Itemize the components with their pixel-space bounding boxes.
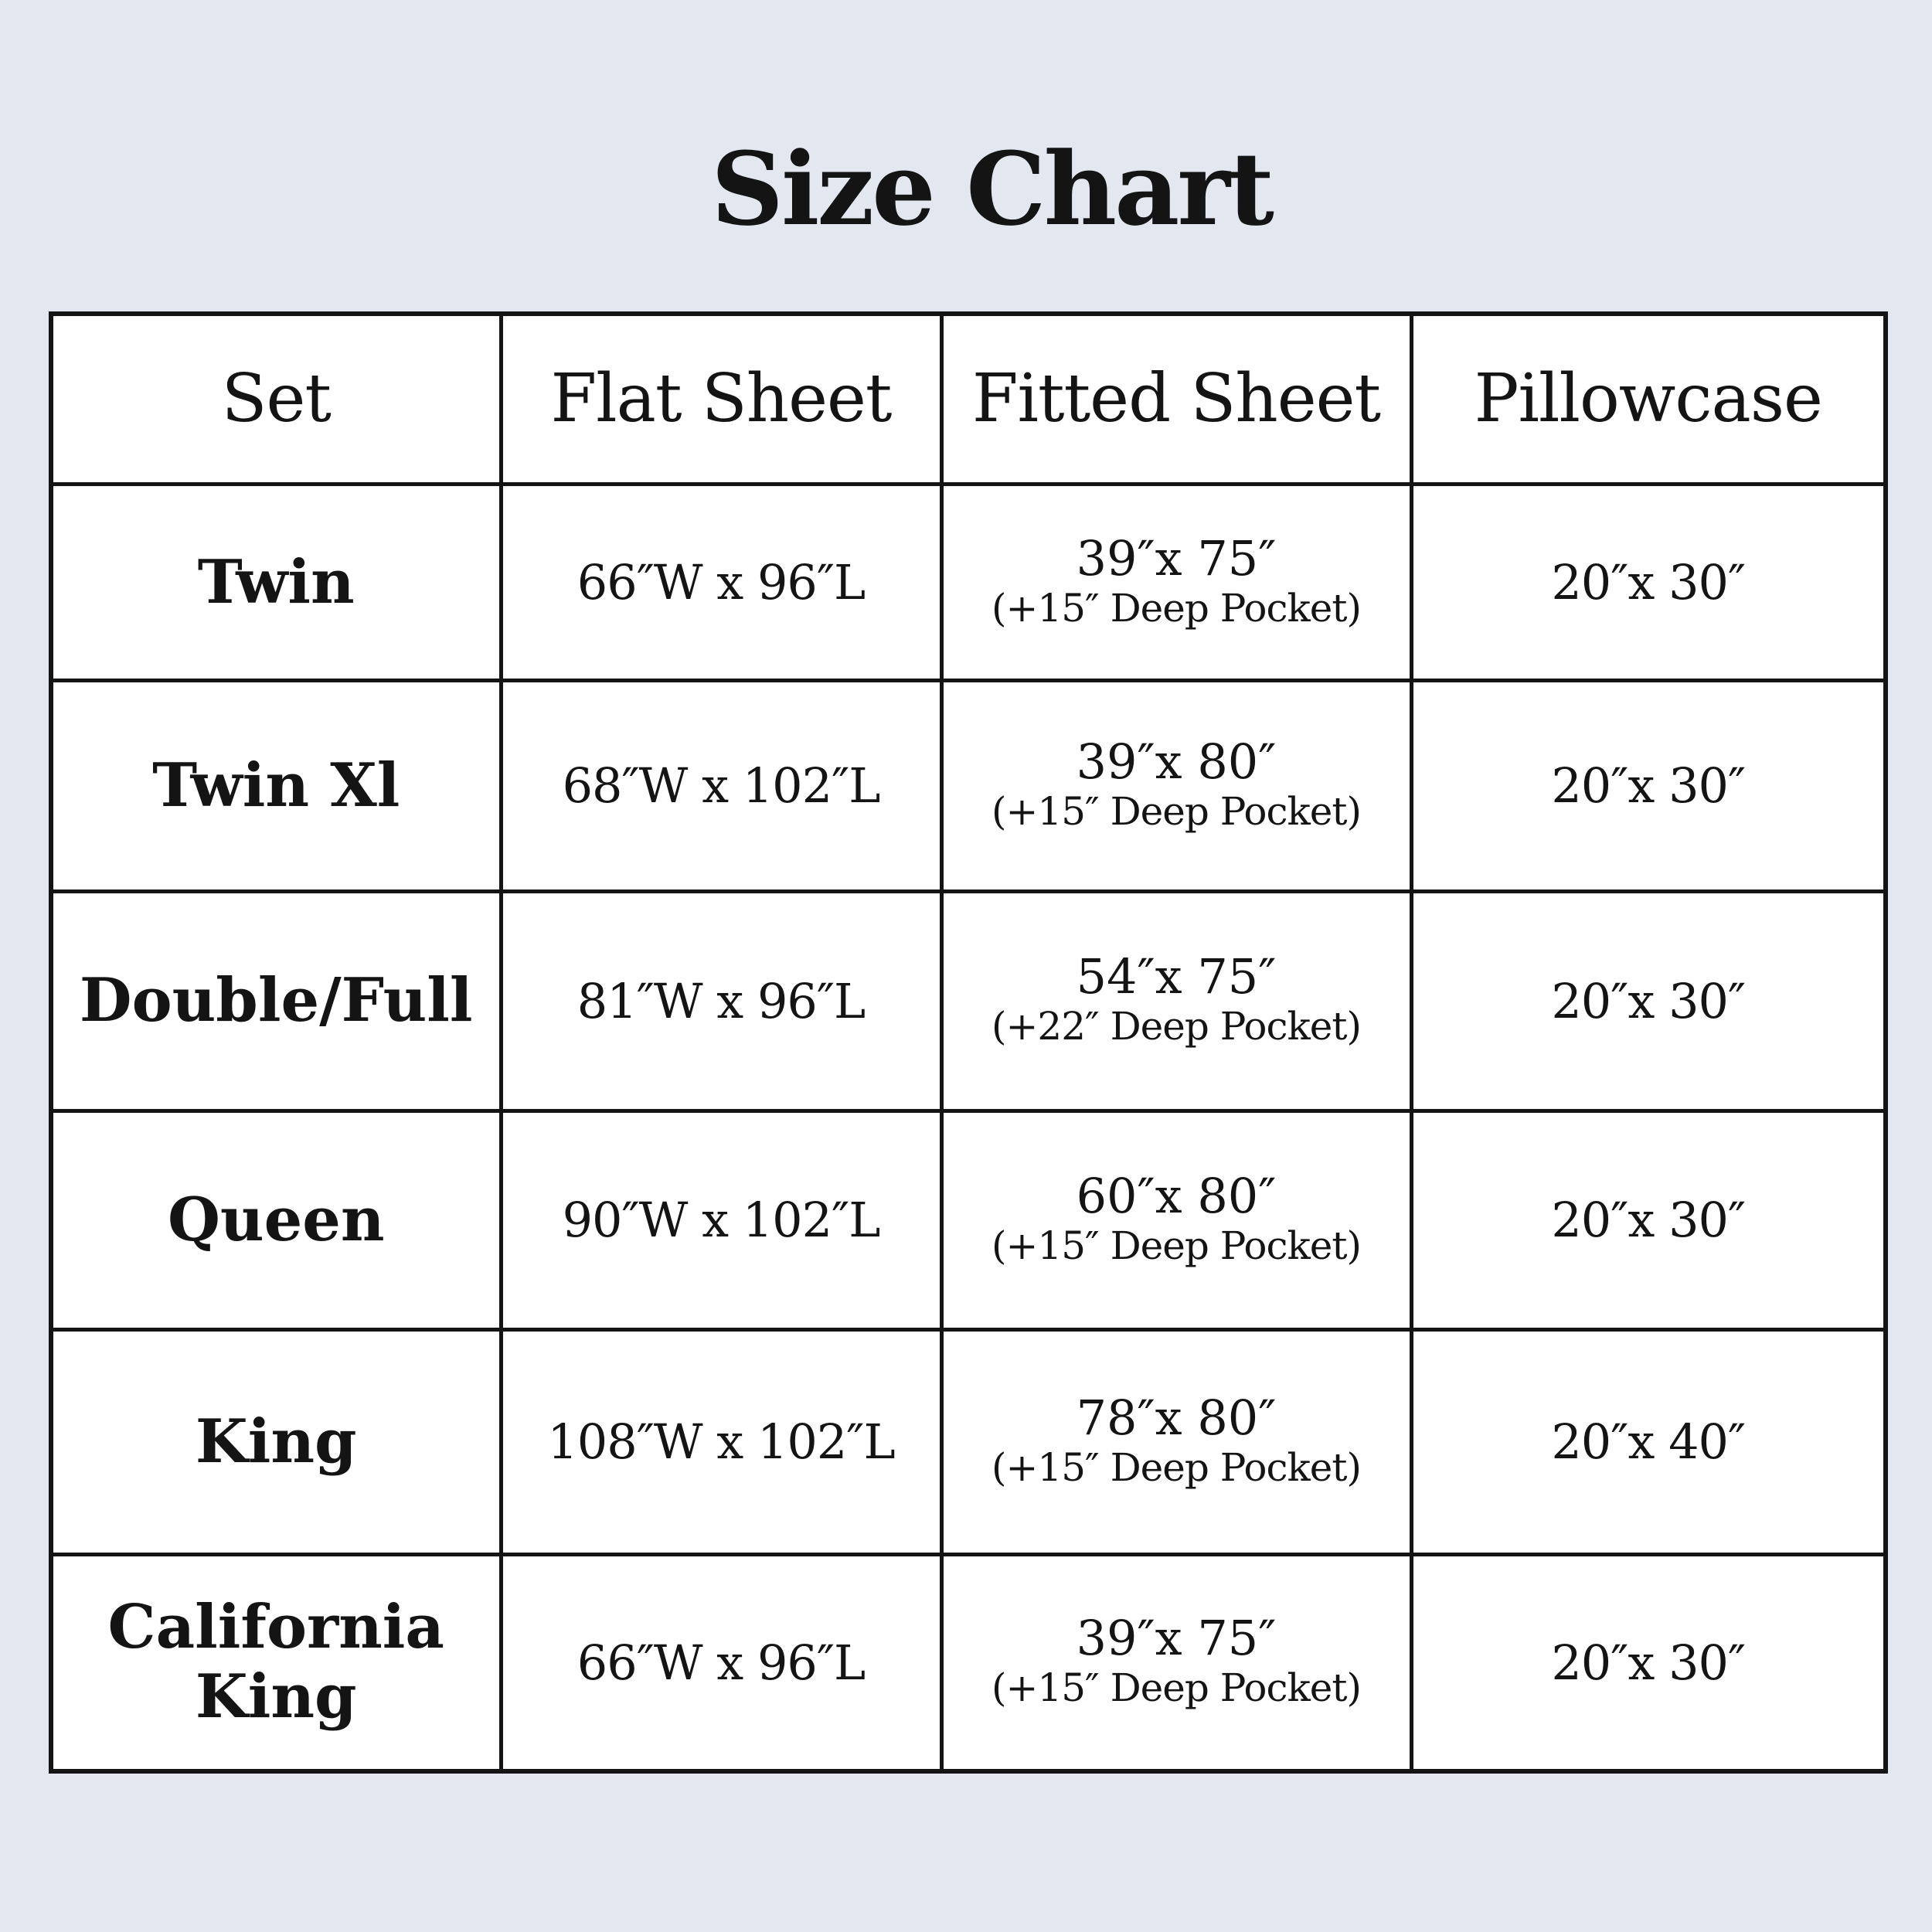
table-row [51, 891, 1886, 1111]
set-name: Twin Xl [51, 681, 501, 891]
fitted-sheet-pocket: (+15″ Deep Pocket) [992, 1444, 1361, 1490]
table-row [51, 1329, 1886, 1554]
fitted-sheet-cell [941, 1554, 1411, 1771]
set-name-line-2: King [195, 1662, 357, 1733]
fitted-sheet-size: 39″x 75″ [1076, 1610, 1277, 1667]
set-name: Queen [51, 1111, 501, 1329]
pillowcase-size: 20″x 30″ [1411, 681, 1886, 891]
table-row [51, 1111, 1886, 1329]
fitted-sheet-cell [941, 681, 1411, 891]
flat-sheet-size: 108″W x 102″L [501, 1329, 941, 1554]
table-row [51, 681, 1886, 891]
flat-sheet-size: 68″W x 102″L [501, 681, 941, 891]
fitted-sheet-size: 78″x 80″ [1076, 1389, 1277, 1446]
fitted-sheet-pocket: (+15″ Deep Pocket) [992, 1223, 1361, 1268]
table-header-row [51, 314, 1886, 484]
fitted-sheet-size: 39″x 80″ [1076, 733, 1277, 790]
fitted-sheet-cell [941, 1111, 1411, 1329]
size-chart-table [49, 311, 1888, 1774]
fitted-sheet-size: 39″x 75″ [1076, 529, 1277, 587]
column-header-set: Set [51, 314, 501, 484]
fitted-sheet-pocket: (+15″ Deep Pocket) [992, 788, 1361, 834]
pillowcase-size: 20″x 30″ [1411, 1111, 1886, 1329]
flat-sheet-size: 81″W x 96″L [501, 891, 941, 1111]
fitted-sheet-pocket: (+15″ Deep Pocket) [992, 585, 1361, 631]
set-name: Double/Full [51, 891, 501, 1111]
set-name [51, 1554, 501, 1771]
flat-sheet-size: 90″W x 102″L [501, 1111, 941, 1329]
pillowcase-size: 20″x 30″ [1411, 1554, 1886, 1771]
pillowcase-size: 20″x 40″ [1411, 1329, 1886, 1554]
set-name-line-1: California [107, 1592, 444, 1663]
fitted-sheet-cell [941, 1329, 1411, 1554]
page-title: Size Chart [711, 130, 1272, 248]
table-row [51, 484, 1886, 680]
fitted-sheet-cell [941, 891, 1411, 1111]
column-header-fitted-sheet: Fitted Sheet [941, 314, 1411, 484]
column-header-flat-sheet: Flat Sheet [501, 314, 941, 484]
flat-sheet-size: 66″W x 96″L [501, 1554, 941, 1771]
fitted-sheet-pocket: (+22″ Deep Pocket) [992, 1004, 1361, 1049]
fitted-sheet-pocket: (+15″ Deep Pocket) [992, 1665, 1361, 1711]
pillowcase-size: 20″x 30″ [1411, 891, 1886, 1111]
flat-sheet-size: 66″W x 96″L [501, 484, 941, 680]
table-row [51, 1554, 1886, 1771]
column-header-pillowcase: Pillowcase [1411, 314, 1886, 484]
pillowcase-size: 20″x 30″ [1411, 484, 1886, 680]
set-name: Twin [51, 484, 501, 680]
fitted-sheet-size: 54″x 75″ [1076, 948, 1277, 1005]
set-name: King [51, 1329, 501, 1554]
fitted-sheet-cell [941, 484, 1411, 680]
fitted-sheet-size: 60″x 80″ [1076, 1167, 1277, 1224]
